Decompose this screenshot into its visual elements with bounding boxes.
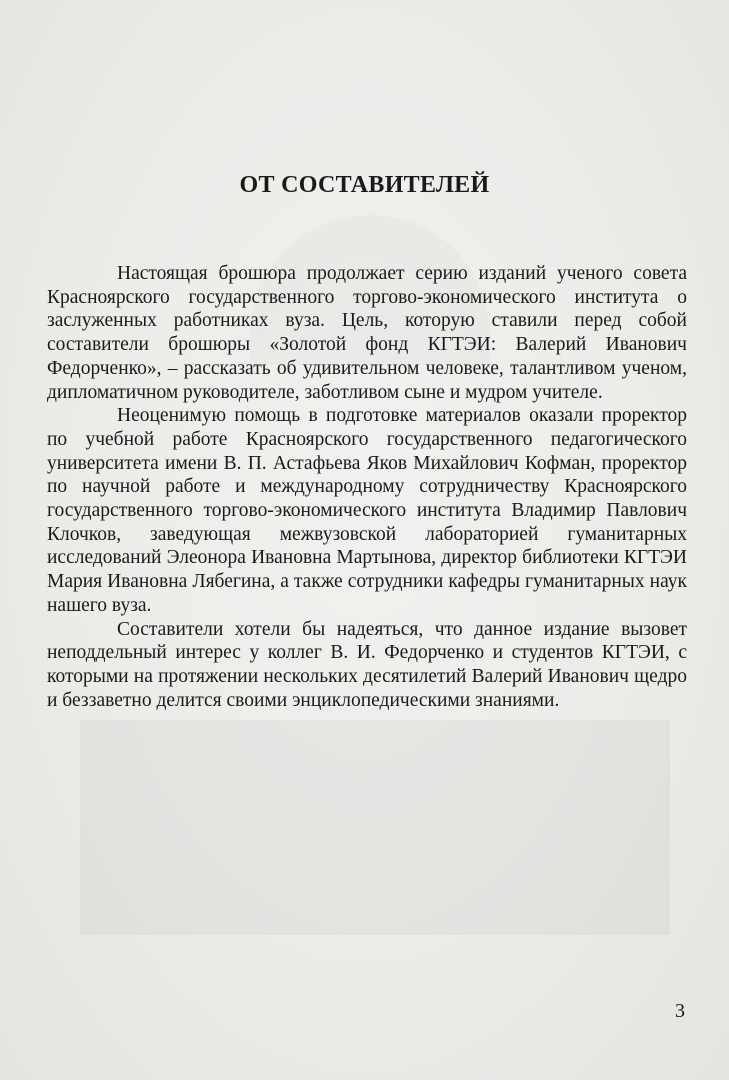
paragraph-closing: Составители хотели бы надеяться, что данное издание вызовет неподдельный интерес у коллег В. И. Федорченко и студентов КГТЭИ, с которыми на протяжении нескольких десятилетий Валерий Иванович щедро и беззаветно делится своими энциклопедическими знаниями. <box>47 618 687 711</box>
paragraph-intro: Настоящая брошюра продолжает серию изданий ученого совета Красноярского государственного торгово-экономического института о заслуженных работниках вуза. Цель, которую ставили перед собой составители брошюры «Золотой фонд КГТЭИ: Валерий Иванович Федорченко», – рассказать об удивительном человеке, талантливом ученом, дипломатичном руководителе, заботливом сыне и мудром учителе. <box>47 263 687 403</box>
body-text <box>47 262 687 712</box>
page-title: ОТ СОСТАВИТЕЛЕЙ <box>239 172 490 198</box>
page-number: 3 <box>675 1000 685 1022</box>
show-through-shadow-block <box>80 720 670 935</box>
paragraph-acknowledgements: Неоценимую помощь в подготовке материалов оказали проректор по учебной работе Красноярского государственного педагогического университета имени В. П. Астафьева Яков Михайлович Кофман, проректор по научной работе и международному сотрудничеству Красноярского государственного торгово-экономического института Владимир Павлович Клочков, заведующая межвузовской лабораторией гуманитарных исследований Элеонора Ивановна Мартынова, директор библиотеки КГТЭИ Мария Ивановна Лябегина, а также сотрудники кафедры гуманитарных наук нашего вуза. <box>47 405 687 616</box>
